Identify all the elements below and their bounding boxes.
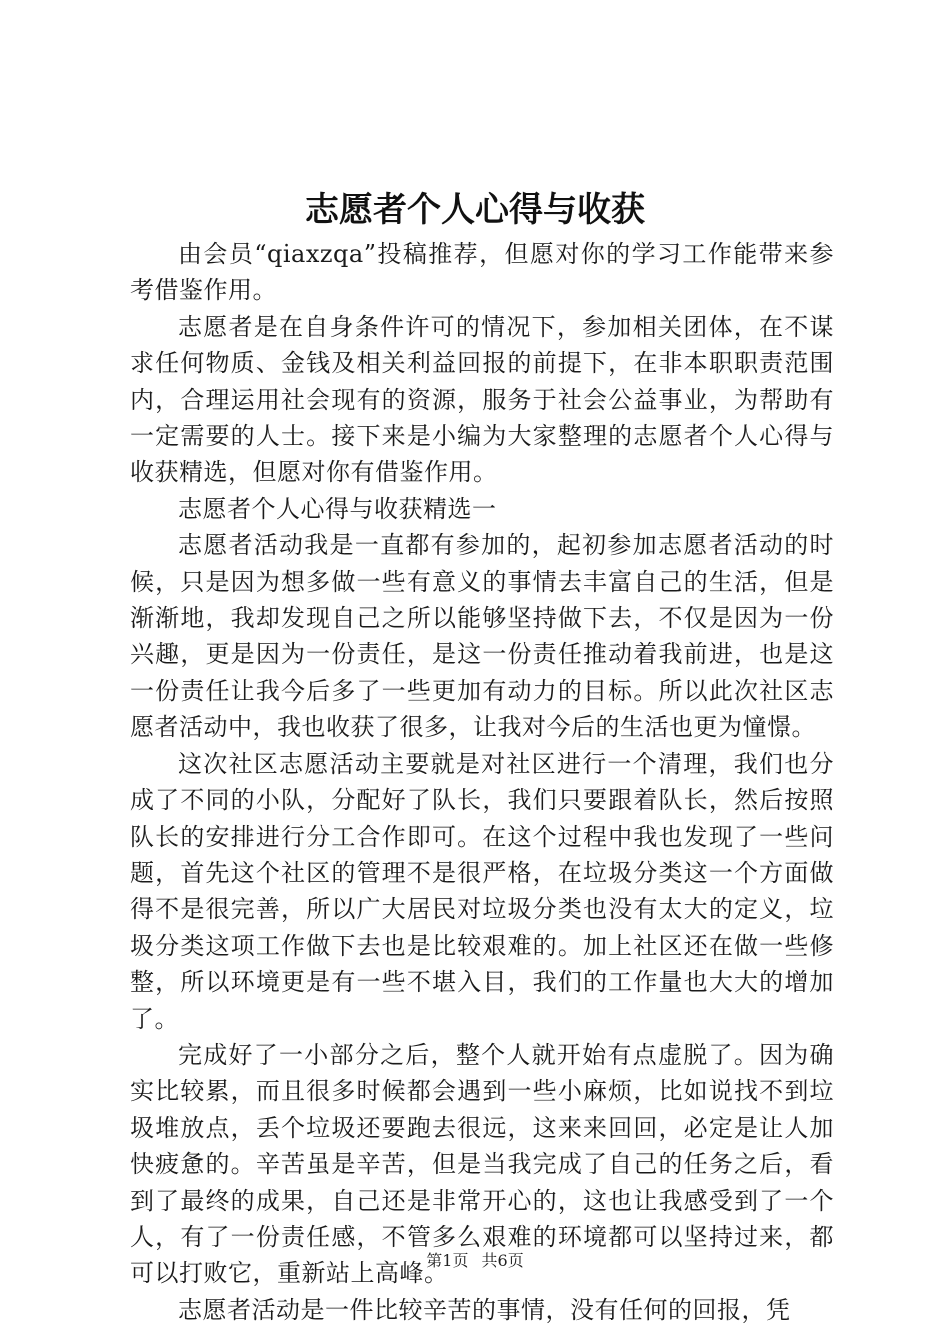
paragraph: 这次社区志愿活动主要就是对社区进行一个清理，我们也分成了不同的小队，分配好了队长，我们只要跟着队长，然后按照队长的安排进行分工合作即可。在这个过程中我也发现了一些问题，首先这个社区的管理不是很严格，在垃圾分类这一个方面做得不是很完善，所以广大居民对垃圾分类也没有太大的定义，垃圾分类这项工作做下去也是比较艰难的。加上社区还在做一些修整，所以环境更是有一些不堪入目，我们的工作量也大大的增加了。 xyxy=(130,749,834,1033)
paragraph-intro: 由会员“qiaxzqa”投稿推荐，但愿对你的学习工作能带来参考借鉴作用。 xyxy=(130,240,834,305)
paragraph-definition: 志愿者是在自身条件许可的情况下，参加相关团体，在不谋求任何物质、金钱及相关利益回报的前提下，在非本职职责范围内，合理运用社会现有的资源，服务于社会公益事业，为帮助有一定需要的人士。接下来是小编为大家整理的志愿者个人心得与收获精选，但愿对你有借鉴作用。 xyxy=(130,312,834,487)
paragraph: 志愿者活动我是一直都有参加的，起初参加志愿者活动的时候，只是因为想多做一些有意义的事情去丰富自己的生活，但是渐渐地，我却发现自己之所以能够坚持做下去，不仅是因为一份兴趣，更是因为一份责任，是这一份责任推动着我前进，也是这一份责任让我今后多了一些更加有动力的目标。所以此次社区志愿者活动中，我也收获了很多，让我对今后的生活也更为憧憬。 xyxy=(130,531,834,742)
document-title: 志愿者个人心得与收获 xyxy=(305,190,645,230)
paragraph: 志愿者活动是一件比较辛苦的事情，没有任何的回报，凭 xyxy=(178,1295,791,1324)
section-heading: 志愿者个人心得与收获精选一 xyxy=(178,494,497,523)
page-footer xyxy=(0,1250,950,1272)
paragraph: 完成好了一小部分之后，整个人就开始有点虚脱了。因为确实比较累，而且很多时候都会遇到一些小麻烦，比如说找不到垃圾堆放点，丢个垃圾还要跑去很远，这来来回回，必定是让人加快疲惫的。辛苦虽是辛苦，但是当我完成了自己的任务之后，看到了最终的成果，自己还是非常开心的，这也让我感受到了一个人，有了一份责任感，不管多么艰难的环境都可以坚持过来，都可以打败它，重新站上高峰。 xyxy=(130,1040,834,1288)
page-total: 共6页 xyxy=(481,1251,524,1270)
page-number: 第1页 xyxy=(426,1251,469,1270)
document-body xyxy=(130,236,834,1328)
